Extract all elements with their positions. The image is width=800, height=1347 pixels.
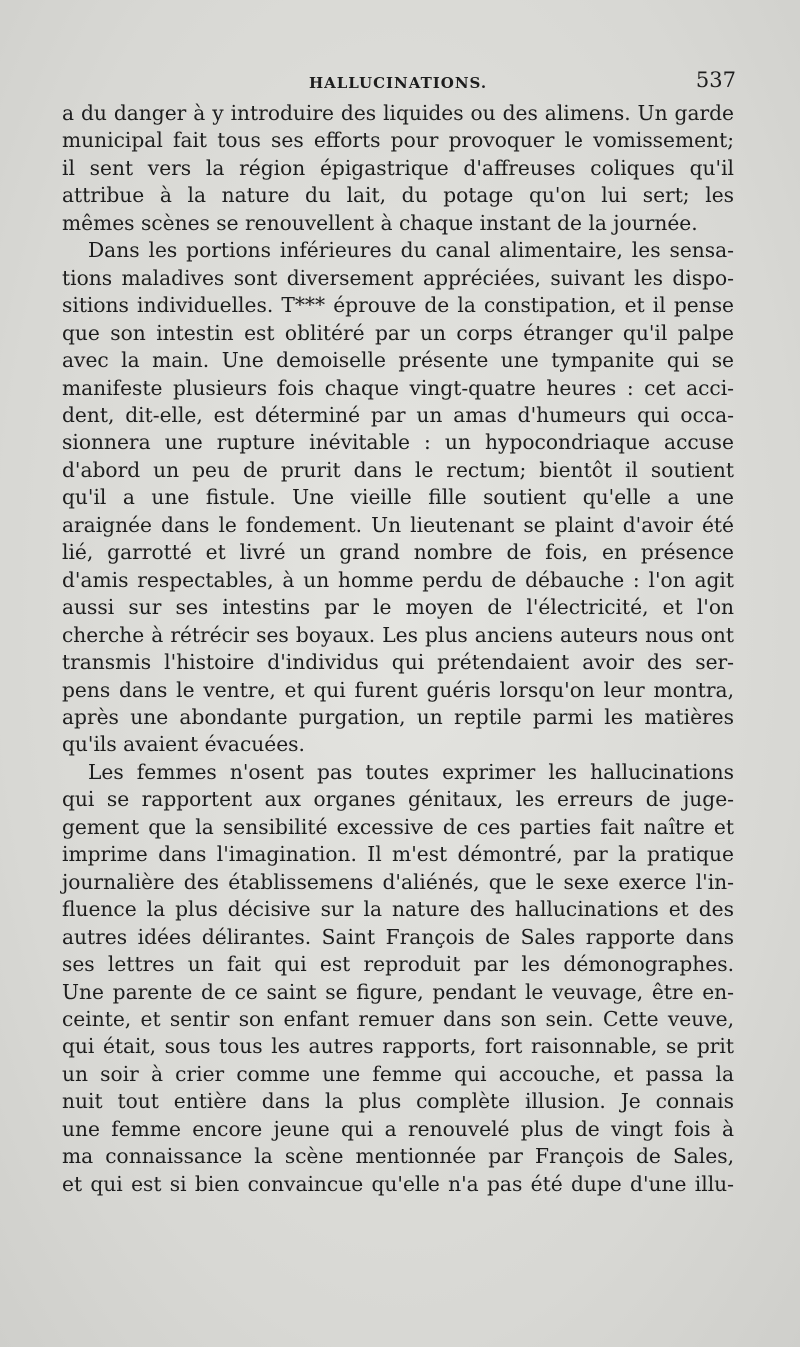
text-line: tions maladives sont diversement appréciées, suivant les dispo- <box>62 265 734 290</box>
text-line: araignée dans le fondement. Un lieutenant se plaint d'avoir été <box>62 512 734 537</box>
text-line: cherche à rétrécir ses boyaux. Les plus anciens auteurs nous ont <box>62 622 734 647</box>
text-line: Une parente de ce saint se figure, pendant le veuvage, être en- <box>62 979 734 1004</box>
text-line: une femme encore jeune qui a renouvelé plus de vingt fois à <box>62 1116 734 1141</box>
text-line: dent, dit-elle, est déterminé par un amas d'humeurs qui occa- <box>62 402 734 427</box>
text-line: qui était, sous tous les autres rapports, fort raisonnable, se prit <box>62 1034 734 1059</box>
text-line: gement que la sensibilité excessive de ces parties fait naître et <box>62 814 734 839</box>
paragraph <box>62 100 734 237</box>
text-line: il sent vers la région épigastrique d'affreuses coliques qu'il <box>62 155 734 180</box>
body-text <box>62 100 734 1198</box>
text-line: a du danger à y introduire des liquides ou des alimens. Un garde <box>62 101 734 125</box>
page-header <box>60 68 736 98</box>
text-line: qui se rapportent aux organes génitaux, les erreurs de juge- <box>62 787 734 812</box>
text-line: et qui est si bien convaincue qu'elle n'a pas été dupe d'une illu- <box>62 1171 734 1196</box>
page-number: 537 <box>695 68 736 92</box>
running-title: HALLUCINATIONS. <box>308 74 488 92</box>
text-line: Les femmes n'osent pas toutes exprimer les hallucinations <box>88 759 734 784</box>
text-line: mêmes scènes se renouvellent à chaque instant de la journée. <box>62 210 698 235</box>
text-line: après une abondante purgation, un reptile parmi les matières <box>62 704 734 729</box>
text-line: d'amis respectables, à un homme perdu de débauche : l'on agit <box>62 567 734 592</box>
text-line: ceinte, et sentir son enfant remuer dans son sein. Cette veuve, <box>62 1006 734 1031</box>
text-line: sionnera une rupture inévitable : un hypocondriaque accuse <box>62 430 734 455</box>
text-line: manifeste plusieurs fois chaque vingt-quatre heures : cet acci- <box>62 375 734 400</box>
text-line: fluence la plus décisive sur la nature des hallucinations et des <box>62 897 734 922</box>
text-line: sitions individuelles. T*** éprouve de la constipation, et il pense <box>62 293 734 318</box>
text-line: ma connaissance la scène mentionnée par François de Sales, <box>62 1144 734 1169</box>
text-line: qu'il a une fistule. Une vieille fille soutient qu'elle a une <box>62 485 734 510</box>
text-line: transmis l'histoire d'individus qui prétendaient avoir des ser- <box>62 650 734 675</box>
text-line: aussi sur ses intestins par le moyen de l'électricité, et l'on <box>62 595 734 620</box>
text-line: qu'ils avaient évacuées. <box>62 732 305 757</box>
text-line: autres idées délirantes. Saint François de Sales rapporte dans <box>62 924 734 949</box>
paragraph <box>62 759 734 1198</box>
paragraph <box>62 237 734 759</box>
text-line: Dans les portions inférieures du canal alimentaire, les sensa- <box>88 238 734 263</box>
text-line: d'abord un peu de prurit dans le rectum; bientôt il soutient <box>62 457 734 482</box>
text-line: imprime dans l'imagination. Il m'est démontré, par la pratique <box>62 842 734 867</box>
text-line: municipal fait tous ses efforts pour provoquer le vomissement; <box>62 128 734 153</box>
text-line: que son intestin est oblitéré par un corps étranger qu'il palpe <box>62 320 734 345</box>
text-line: un soir à crier comme une femme qui accouche, et passa la <box>62 1061 734 1086</box>
text-line: attribue à la nature du lait, du potage qu'on lui sert; les <box>62 183 734 208</box>
text-line: nuit tout entière dans la plus complète illusion. Je connais <box>62 1089 734 1114</box>
text-line: avec la main. Une demoiselle présente une tympanite qui se <box>62 348 734 373</box>
text-line: ses lettres un fait qui est reproduit par les démonographes. <box>62 952 734 977</box>
text-line: journalière des établissemens d'aliénés, que le sexe exerce l'in- <box>62 869 734 894</box>
text-line: lié, garrotté et livré un grand nombre de fois, en présence <box>62 540 734 565</box>
text-line: pens dans le ventre, et qui furent guéris lorsqu'on leur montra, <box>62 677 734 702</box>
